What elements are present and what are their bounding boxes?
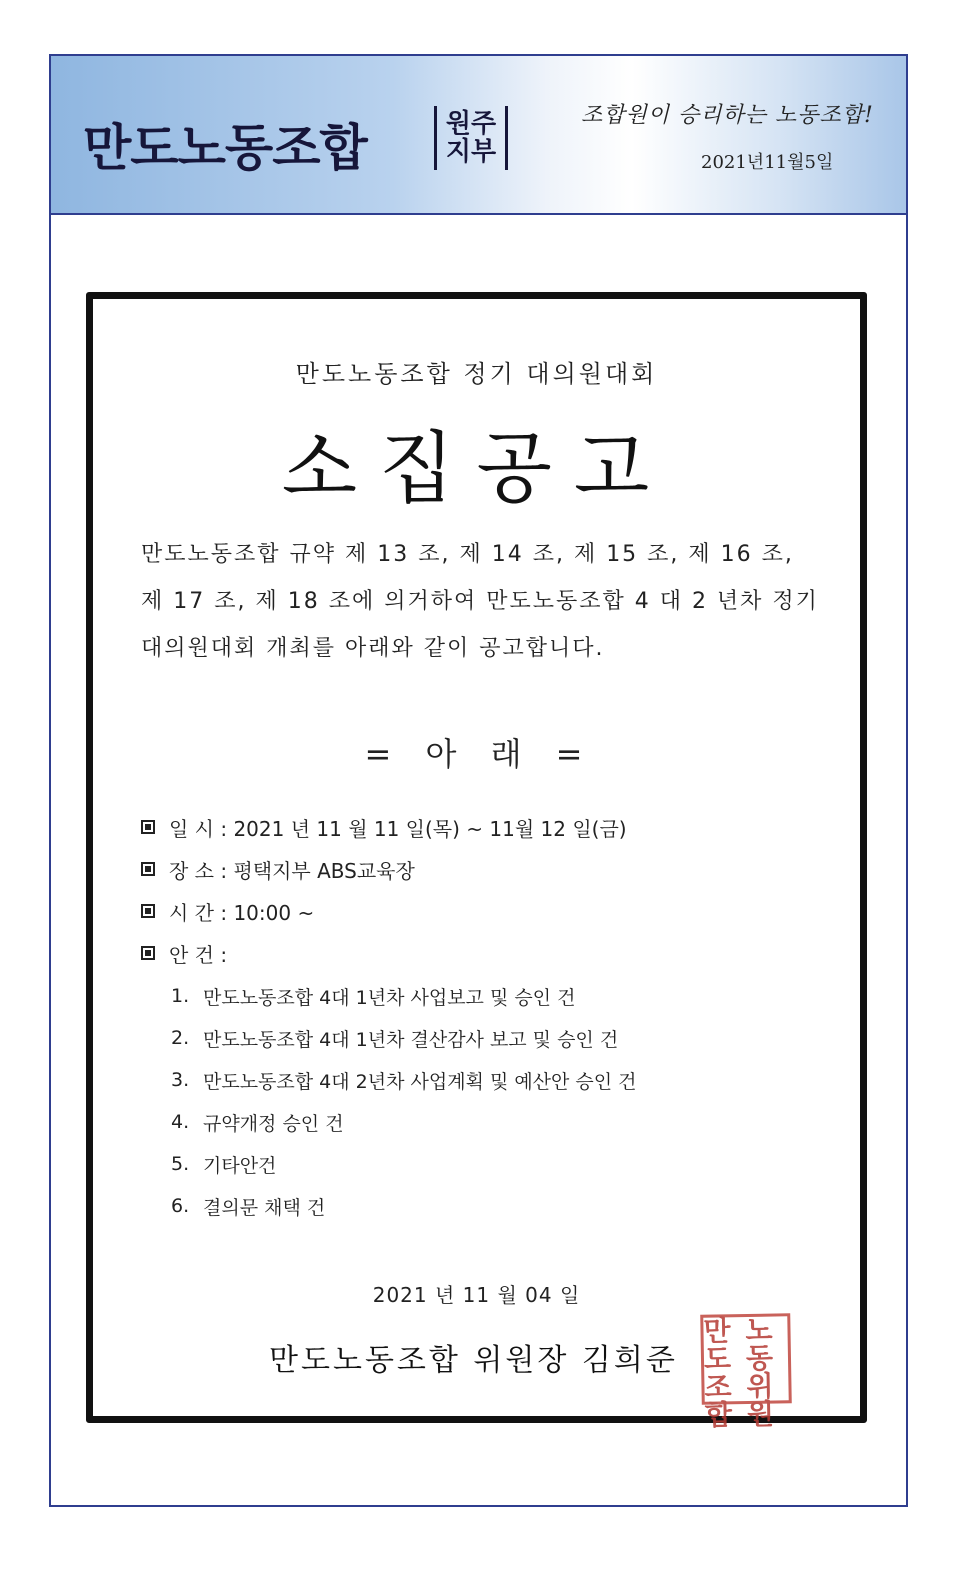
detail-text: 안 건 : bbox=[169, 942, 228, 967]
agenda-item bbox=[171, 1017, 637, 1059]
detail-item bbox=[141, 806, 627, 848]
seal-char: 노동 bbox=[745, 1313, 774, 1375]
notice-box bbox=[86, 292, 867, 1432]
detail-text: 장 소 : 평택지부 ABS교육장 bbox=[169, 858, 415, 883]
union-logo-text: 만도노동조합 bbox=[83, 119, 367, 177]
agenda-item bbox=[171, 975, 637, 1017]
agenda-number: 6. bbox=[171, 1195, 190, 1217]
branch-badge bbox=[434, 106, 508, 170]
square-bullet-icon bbox=[141, 904, 155, 918]
agenda-number: 5. bbox=[171, 1153, 190, 1175]
notice-body: 만도노동조합 규약 제 13 조, 제 14 조, 제 15 조, 제 16 조, 제 17 조, 제 18 조에 의거하여 만도노동조합 4 대 2 년차 정기 대의원대회 개최를 아래와 같이 공고합니다. bbox=[141, 542, 819, 661]
agenda-number: 1. bbox=[171, 985, 190, 1007]
agenda-text: 만도노동조합 4대 1년차 결산감사 보고 및 승인 건 bbox=[203, 1028, 619, 1051]
seal-char: 위원 bbox=[746, 1369, 775, 1431]
seal-char: 만도 bbox=[703, 1314, 732, 1376]
branch-line2: 지부 bbox=[445, 137, 497, 167]
header-date: 2021년11월5일 bbox=[701, 152, 834, 173]
agenda-number: 2. bbox=[171, 1027, 190, 1049]
slogan: 조합원이 승리하는 노동조합! bbox=[581, 103, 874, 128]
detail-item bbox=[141, 848, 627, 890]
detail-text: 시 간 : 10:00 ~ bbox=[169, 900, 315, 925]
square-bullet-icon bbox=[141, 946, 155, 960]
agenda-number: 3. bbox=[171, 1069, 190, 1091]
signature-date: 2021 년 11 월 04 일 bbox=[372, 1283, 581, 1307]
agenda-text: 규약개정 승인 건 bbox=[203, 1112, 344, 1135]
agenda-item bbox=[171, 1059, 637, 1101]
detail-text: 일 시 : 2021 년 11 월 11 일(목) ~ 11월 12 일(금) bbox=[169, 816, 627, 841]
square-bullet-icon bbox=[141, 820, 155, 834]
header-banner bbox=[51, 56, 906, 215]
agenda-text: 기타안건 bbox=[203, 1154, 277, 1177]
notice-title: 소집공고 bbox=[281, 424, 672, 514]
detail-item bbox=[141, 932, 627, 974]
union-seal-stamp bbox=[700, 1313, 792, 1432]
agenda-list bbox=[171, 975, 637, 1227]
detail-list bbox=[141, 806, 627, 974]
notice-subtitle: 만도노동조합 정기 대의원대회 bbox=[295, 360, 658, 388]
agenda-text: 만도노동조합 4대 2년차 사업계획 및 예산안 승인 건 bbox=[203, 1070, 637, 1093]
branch-line1: 원주 bbox=[445, 109, 497, 139]
seal-char: 조합 bbox=[704, 1370, 733, 1432]
agenda-item bbox=[171, 1185, 637, 1227]
agenda-item bbox=[171, 1143, 637, 1185]
agenda-text: 결의문 채택 건 bbox=[203, 1196, 326, 1219]
signature-name: 만도노동조합 위원장 김희준 bbox=[269, 1343, 678, 1378]
agenda-item bbox=[171, 1101, 637, 1143]
detail-item bbox=[141, 890, 627, 932]
square-bullet-icon bbox=[141, 862, 155, 876]
agenda-text: 만도노동조합 4대 1년차 사업보고 및 승인 건 bbox=[203, 986, 576, 1009]
arae-heading: = 아 래 = bbox=[364, 735, 589, 773]
agenda-number: 4. bbox=[171, 1111, 190, 1133]
